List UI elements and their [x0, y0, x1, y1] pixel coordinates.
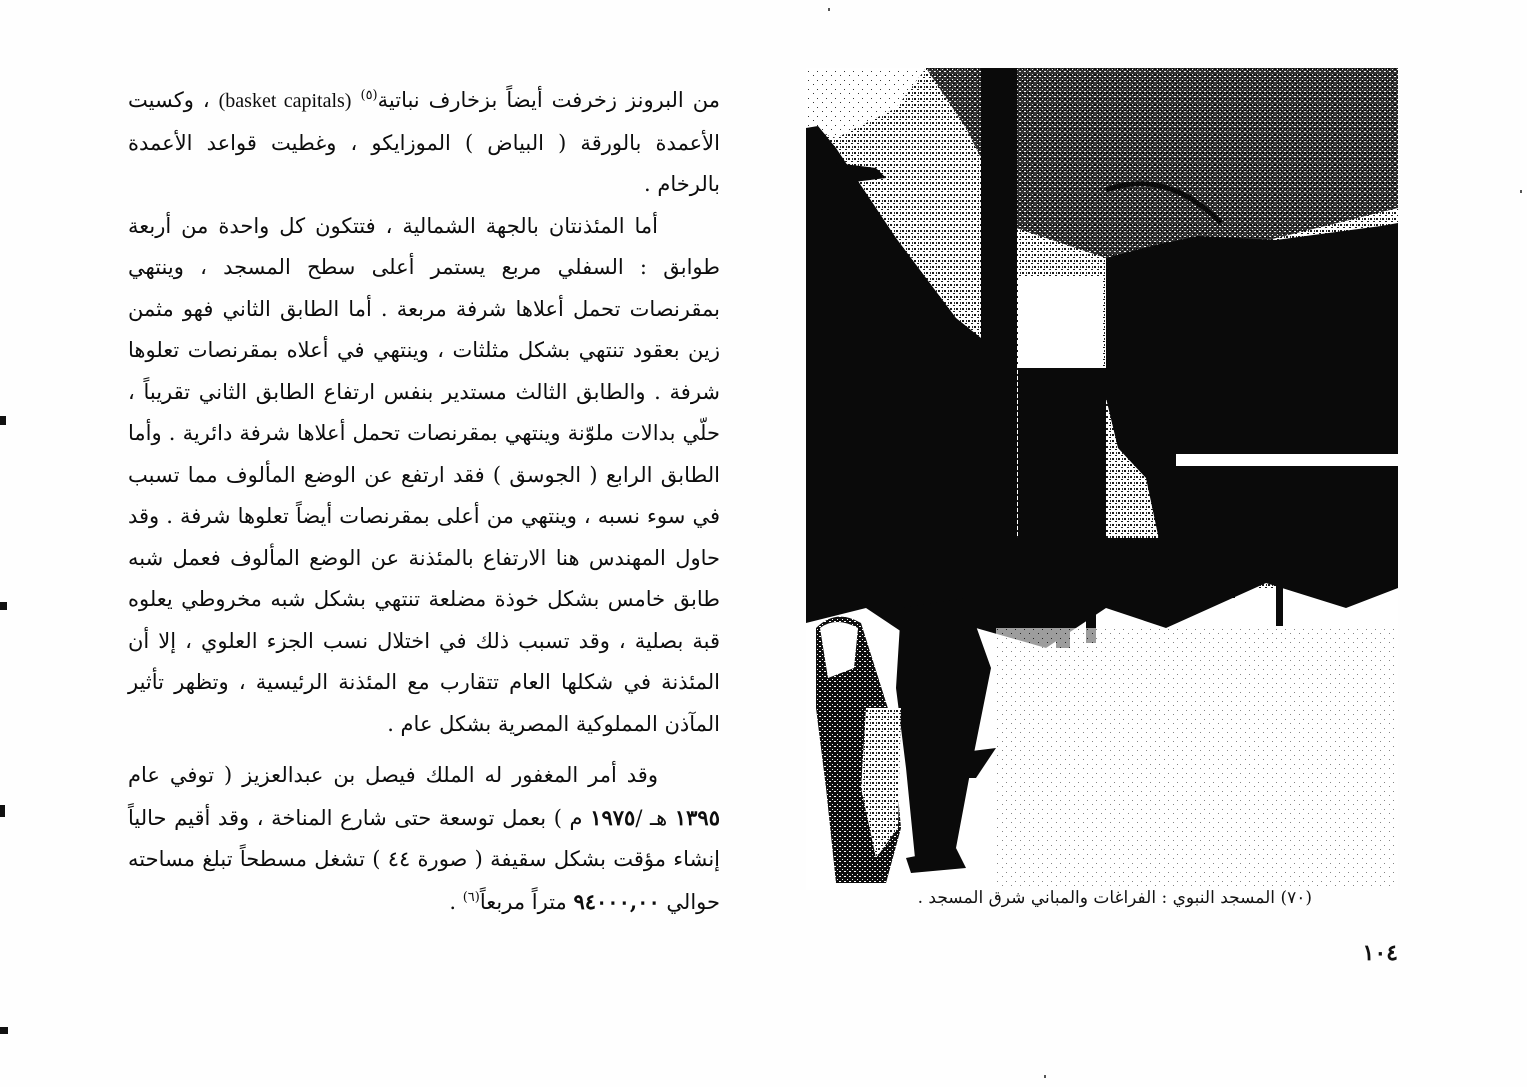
scan-speck: [1520, 190, 1522, 193]
figure-caption-text: المسجد النبوي : الفراغات والمباني شرق المسجد .: [917, 888, 1276, 908]
paragraph-2: أما المئذنتان بالجهة الشمالية ، فتتكون كل واحدة من أربعة طوابق : السفلي مربع يستمر أعلى سطح المسجد ، وينتهي بمقرنصات تحمل أعلاها شرفة مربعة . أما الطابق الثاني فهو مثمن زين بعقود تنتهي بشكل مثلثات ، وينتهي في أعلاه بمقرنصات تعلوها شرفة . والطابق الثالث مستدير بنفس ارتفاع الطابق الثاني تقريباً ، حلّي بدالات ملوّنة وينتهي بمقرنصات تحمل أعلاها شرفة دائرية . وأما الطابق الرابع ( الجوسق ) فقد ارتفع عن الوضع المألوف مما تسبب في سوء نسبه ، وينتهي من أعلى بمقرنصات أيضاً تعلوها شرفة . وقد حاول المهندس هنا الارتفاع بالمئذنة عن الوضع المألوف فعمل شبه طابق خامس بشكل خوذة مضلعة تنتهي بشكل شبه مخروطي يعلوه قبة بصلية ، وقد تسبب ذلك في اختلال نسب الجزء العلوي ، إلا أن المئذنة في شكلها العام تتقارب مع المئذنة الرئيسية ، وتظهر تأثير المآذن المملوكية المصرية بشكل عام .: [128, 213, 720, 736]
paragraph-1-text-b: ، وكسيت الأعمدة بالورقة ( البياض ) الموزايكو ، وغطيت قواعد الأعمدة بالرخام .: [128, 88, 720, 196]
figure-caption: [870, 886, 1312, 910]
scan-edge-mark: [0, 1027, 8, 1034]
year-gregorian: ١٩٧٥: [590, 804, 636, 830]
paragraph-3-text-b: هـ /: [635, 805, 668, 830]
area-value: ٩٤٠٠٠,٠٠: [573, 888, 660, 914]
latin-term-basket-capitals: (basket capitals): [218, 90, 352, 112]
paragraph-3-text-c: م ) بعمل توسعة حتى شارع المناخة ، وقد أقيم حالياً إنشاء مؤقت بشكل سقيفة ( صورة ٤٤ ) تشغل مسطحاً تبلغ مساحته حوالي: [128, 805, 720, 914]
scan-speck: [1044, 1075, 1046, 1078]
paragraph-1-text-a: من البرونز زخرفت أيضاً بزخارف نباتية: [377, 88, 720, 112]
paragraph-1: [128, 80, 720, 206]
page-number: ١٠٤: [1362, 940, 1398, 966]
text-column: [128, 80, 720, 923]
paragraph-3-text-d: متراً مربعاً: [479, 889, 567, 914]
figure-photo: [806, 68, 1398, 890]
year-hijri: ١٣٩٥: [674, 804, 720, 830]
figure-number: (٧٠): [1280, 888, 1312, 908]
photo-street-scene-image: [806, 68, 1398, 890]
paragraph-3: [128, 755, 720, 923]
scan-edge-mark: [0, 416, 6, 425]
scan-edge-mark: [0, 805, 5, 817]
scan-edge-mark: [0, 602, 7, 610]
footnote-ref-6[interactable]: (٦): [462, 889, 480, 905]
scan-speck: [828, 8, 830, 11]
paragraph-3-text-e: .: [449, 889, 457, 914]
paragraph-3-text-a: وقد أمر المغفور له الملك فيصل بن عبدالعزيز ( توفي عام: [128, 763, 658, 787]
footnote-ref-5[interactable]: (٥): [360, 88, 378, 103]
